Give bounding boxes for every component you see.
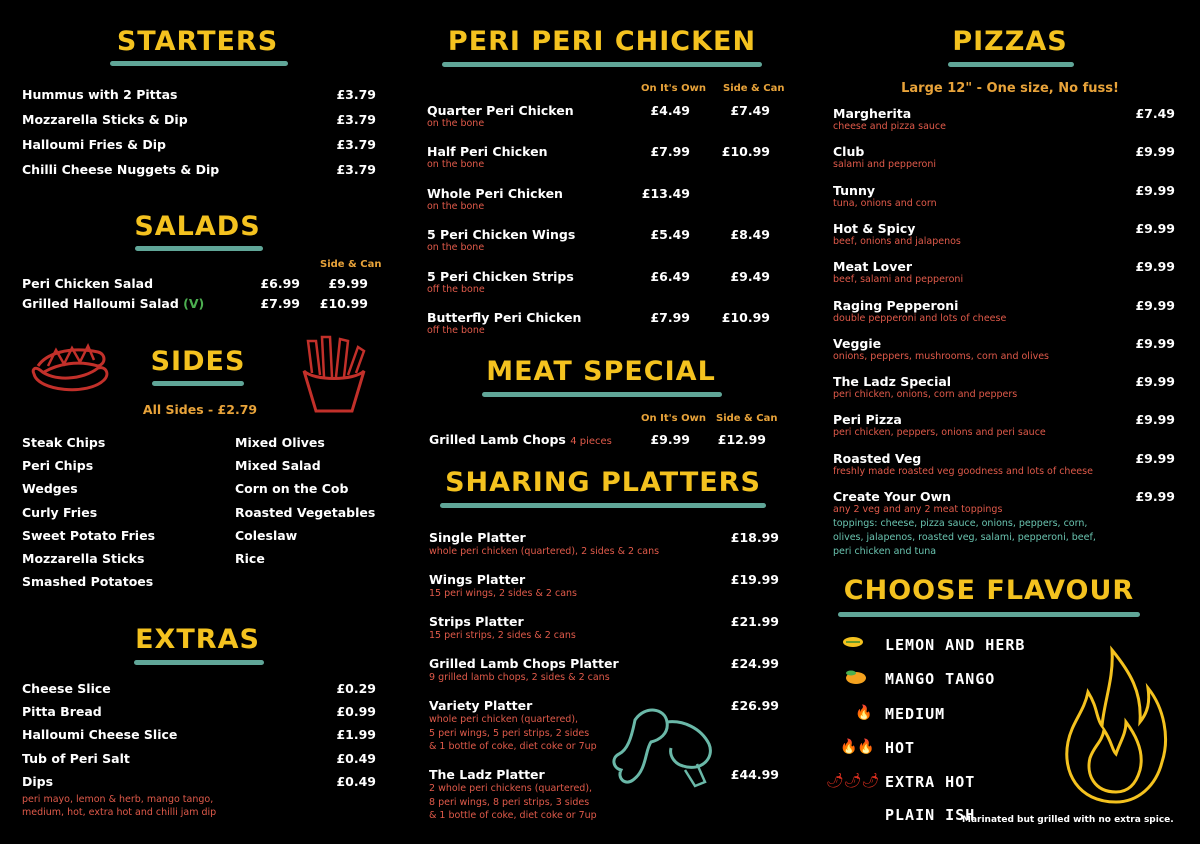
- heading-meat-special: MEAT SPECIAL: [486, 356, 716, 387]
- platter-desc: 9 grilled lamb chops, 2 sides & 2 cans: [429, 672, 610, 683]
- platter-name: Single Platter: [429, 530, 526, 545]
- pizza-desc: onions, peppers, mushrooms, corn and olives: [833, 350, 1049, 362]
- menu-item-price: £6.49: [650, 268, 690, 284]
- pizza-desc: freshly made roasted veg goodness and lots of cheese: [833, 465, 1093, 477]
- platter-name: The Ladz Platter: [429, 767, 545, 782]
- flavour-plain-note: Marinated but grilled with no extra spice.: [962, 815, 1174, 825]
- flame-illustration: [1058, 642, 1174, 808]
- menu-item-name: 5 Peri Chicken Strips: [427, 268, 574, 284]
- meat-col-side: Side & Can: [716, 413, 778, 424]
- pizza-desc: beef, salami and pepperoni: [833, 274, 964, 286]
- menu-item-price-side-can: £9.49: [730, 268, 770, 284]
- menu-item-name: Whole Peri Chicken: [427, 185, 563, 201]
- menu-item-note: on the bone: [427, 242, 485, 254]
- menu-item-price: £3.79: [336, 162, 376, 177]
- flavour-option: LEMON AND HERB: [885, 636, 1026, 654]
- side-item: Corn on the Cob: [235, 481, 349, 497]
- heading-choose-flavour: CHOOSE FLAVOUR: [843, 575, 1135, 606]
- chilli-2-icon: 🔥🔥: [840, 738, 875, 755]
- menu-item-price-side-can: £7.49: [730, 103, 770, 118]
- pizza-name: Peri Pizza: [833, 412, 902, 428]
- platter-desc: & 1 bottle of coke, diet coke or 7up: [429, 810, 597, 821]
- underline: [152, 381, 244, 386]
- menu-item-name: Cheese Slice: [22, 681, 111, 696]
- pizza-price: £9.99: [1135, 450, 1175, 466]
- chilli-3-icon: 🌶🌶🌶: [826, 773, 880, 790]
- pizza-price: £9.99: [1135, 335, 1175, 351]
- side-item: Mozzarella Sticks: [22, 551, 145, 566]
- fries-illustration: [298, 335, 368, 415]
- menu-item-price: £4.49: [650, 103, 690, 118]
- platter-price: £21.99: [730, 614, 779, 629]
- menu-item-price: £3.79: [336, 87, 376, 102]
- platter-desc: whole peri chicken (quartered),: [429, 714, 579, 725]
- menu-item-name: Halloumi Fries & Dip: [22, 137, 166, 152]
- menu-item-price: £5.49: [650, 227, 690, 243]
- platter-desc: whole peri chicken (quartered), 2 sides & 2 cans: [429, 546, 660, 557]
- flavour-plain: PLAIN ISH: [885, 806, 976, 824]
- platter-desc: 15 peri strips, 2 sides & 2 cans: [429, 630, 576, 641]
- menu-item-price: £0.29: [336, 681, 376, 696]
- heading-peri-chicken: PERI PERI CHICKEN: [447, 26, 757, 57]
- underline: [440, 503, 766, 508]
- pizza-desc: double pepperoni and lots of cheese: [833, 312, 1007, 324]
- pizza-price: £9.99: [1135, 182, 1175, 198]
- menu-item-name: Peri Chicken Salad: [22, 276, 154, 291]
- menu-item-price: £6.99: [260, 276, 300, 291]
- menu-item-price: £0.49: [336, 750, 376, 766]
- pizza-price: £9.99: [1135, 412, 1175, 428]
- underline: [442, 62, 762, 67]
- menu-item-name: Mozzarella Sticks & Dip: [22, 112, 188, 127]
- mango-icon: [845, 670, 867, 688]
- pizzas-subtitle: Large 12" - One size, No fuss!: [901, 81, 1119, 96]
- menu-item-price: £7.99: [650, 144, 690, 160]
- flavour-option: MANGO TANGO: [885, 670, 996, 689]
- menu-item-note: off the bone: [427, 283, 485, 295]
- menu-item-price: £3.79: [336, 112, 376, 127]
- meat-price-own: £9.99: [650, 432, 690, 447]
- pizza-name: Meat Lover: [833, 259, 913, 275]
- side-item: Rice: [235, 551, 265, 566]
- pizza-name: Tunny: [833, 182, 875, 198]
- pizza-price: £9.99: [1135, 259, 1175, 275]
- platter-name: Strips Platter: [429, 614, 524, 629]
- platter-price: £19.99: [730, 572, 779, 587]
- underline: [110, 61, 288, 66]
- menu-item-name: Hummus with 2 Pittas: [22, 87, 178, 102]
- chilli-1-icon: 🔥: [855, 704, 873, 721]
- pizza-name: Margherita: [833, 106, 912, 121]
- dips-note-1: peri mayo, lemon & herb, mango tango,: [22, 794, 214, 805]
- side-item: Mixed Salad: [235, 458, 321, 474]
- platter-desc: & 1 bottle of coke, diet coke or 7up: [429, 741, 597, 752]
- heading-extras: EXTRAS: [135, 624, 260, 655]
- salads-col-header: Side & Can: [320, 259, 382, 270]
- menu-item-price: £0.49: [336, 773, 376, 789]
- menu-item-price: £7.99: [650, 310, 690, 325]
- lemon-icon: [842, 636, 864, 652]
- pizza-name: Club: [833, 144, 865, 160]
- meat-item-name: Grilled Lamb Chops 4 pieces: [429, 432, 612, 447]
- pizza-name: Hot & Spicy: [833, 220, 916, 236]
- platter-desc: 2 whole peri chickens (quartered),: [429, 783, 593, 794]
- menu-item-name: Half Peri Chicken: [427, 144, 548, 160]
- heading-salads: SALADS: [134, 211, 261, 242]
- pizza-name: Raging Pepperoni: [833, 297, 959, 313]
- platter-desc: 8 peri wings, 8 peri strips, 3 sides: [429, 796, 590, 808]
- platter-desc: 5 peri wings, 5 peri strips, 2 sides: [429, 727, 590, 739]
- menu-item-note: on the bone: [427, 118, 485, 129]
- heading-sharing-platters: SHARING PLATTERS: [445, 467, 761, 498]
- menu-item-name: Dips: [22, 773, 54, 789]
- menu-item-name: Tub of Peri Salt: [22, 750, 130, 766]
- side-item: Coleslaw: [235, 527, 298, 543]
- side-item: Peri Chips: [22, 458, 94, 474]
- menu-item-note: off the bone: [427, 325, 485, 336]
- chicken-leg-illustration: [605, 700, 725, 790]
- menu-item-note: on the bone: [427, 200, 485, 212]
- menu-item-price: £0.99: [336, 704, 376, 720]
- menu-item-name: Grilled Halloumi Salad (V): [22, 296, 205, 311]
- meat-item-tag: 4 pieces: [570, 436, 612, 447]
- underline: [134, 660, 264, 665]
- menu-item-price-side-can: £8.49: [730, 227, 770, 243]
- menu-item-price-side-can: £10.99: [319, 296, 368, 311]
- pizza-name: The Ladz Special: [833, 374, 952, 390]
- platter-price: £24.99: [730, 656, 779, 671]
- peri-col-side: Side & Can: [723, 83, 785, 94]
- menu-item-price: £1.99: [336, 727, 376, 743]
- platter-name: Wings Platter: [429, 572, 526, 587]
- side-item: Wedges: [22, 481, 78, 497]
- pizza-price: £9.99: [1135, 220, 1175, 236]
- pizza-desc: cheese and pizza sauce: [833, 121, 946, 132]
- pizza-desc: peri chicken, onions, corn and peppers: [833, 389, 1018, 401]
- toppings-line: toppings: cheese, pizza sauce, onions, peppers, corn,: [833, 518, 1088, 529]
- underline: [135, 246, 263, 251]
- underline: [482, 392, 722, 397]
- menu-item-name: Quarter Peri Chicken: [427, 103, 574, 118]
- pizza-price: £9.99: [1135, 374, 1175, 390]
- pizza-desc: peri chicken, peppers, onions and peri sauce: [833, 427, 1046, 439]
- pizza-name: Create Your Own: [833, 489, 952, 504]
- hotdog-illustration: [28, 336, 112, 398]
- platter-price: £18.99: [730, 530, 779, 545]
- pizza-name: Veggie: [833, 335, 882, 351]
- pizza-desc: tuna, onions and corn: [833, 197, 937, 209]
- pizza-desc: beef, onions and jalapenos: [833, 235, 961, 247]
- menu-item-name: Butterfly Peri Chicken: [427, 310, 582, 325]
- pizza-price: £9.99: [1135, 297, 1175, 313]
- flavour-option: HOT: [885, 738, 916, 757]
- pizza-desc: salami and pepperoni: [833, 159, 936, 171]
- platter-name: Grilled Lamb Chops Platter: [429, 656, 619, 671]
- pizza-price: £7.49: [1135, 106, 1175, 121]
- menu-item-price-side-can: £9.99: [328, 276, 368, 291]
- menu-item-price: £3.79: [336, 137, 376, 152]
- menu-item-price-side-can: £10.99: [721, 144, 770, 160]
- flavour-option: EXTRA HOT: [885, 773, 976, 792]
- heading-starters: STARTERS: [116, 26, 279, 57]
- platter-price: £44.99: [730, 767, 779, 782]
- meat-price-side: £12.99: [717, 432, 766, 447]
- dips-note-2: medium, hot, extra hot and chilli jam dip: [22, 807, 217, 818]
- menu-item-name: Chilli Cheese Nuggets & Dip: [22, 162, 220, 177]
- platter-desc: 15 peri wings, 2 sides & 2 cans: [429, 588, 578, 599]
- pizza-price: £9.99: [1135, 489, 1175, 504]
- vegetarian-tag: (V): [178, 296, 205, 311]
- menu-item-price-side-can: £10.99: [721, 310, 770, 325]
- pizza-desc: any 2 veg and any 2 meat toppings: [833, 504, 1003, 515]
- underline: [948, 62, 1074, 67]
- meat-col-own: On It's Own: [641, 413, 706, 424]
- menu-item-price: £7.99: [260, 296, 300, 311]
- side-item: Roasted Vegetables: [235, 504, 376, 520]
- side-item: Steak Chips: [22, 435, 106, 450]
- sides-subtitle: All Sides - £2.79: [142, 402, 258, 417]
- side-item: Sweet Potato Fries: [22, 527, 156, 543]
- platter-name: Variety Platter: [429, 698, 533, 713]
- menu-item-name: Pitta Bread: [22, 704, 102, 720]
- pizza-price: £9.99: [1135, 144, 1175, 160]
- peri-col-own: On It's Own: [641, 83, 706, 94]
- pizza-name: Roasted Veg: [833, 450, 922, 466]
- menu-item-name: 5 Peri Chicken Wings: [427, 227, 576, 243]
- heading-sides: SIDES: [150, 346, 246, 377]
- side-item: Smashed Potatoes: [22, 574, 154, 590]
- underline: [838, 612, 1140, 617]
- flavour-option: MEDIUM: [885, 704, 946, 723]
- heading-pizzas: PIZZAS: [952, 26, 1068, 57]
- toppings-line: peri chicken and tuna: [833, 546, 937, 557]
- toppings-line: olives, jalapenos, roasted veg, salami, pepperoni, beef,: [833, 532, 1096, 543]
- menu-item-price: £13.49: [641, 185, 690, 201]
- menu-item-note: on the bone: [427, 159, 485, 171]
- side-item: Curly Fries: [22, 504, 98, 520]
- side-item: Mixed Olives: [235, 435, 325, 450]
- platter-price: £26.99: [730, 698, 779, 713]
- menu-item-name: Halloumi Cheese Slice: [22, 727, 178, 743]
